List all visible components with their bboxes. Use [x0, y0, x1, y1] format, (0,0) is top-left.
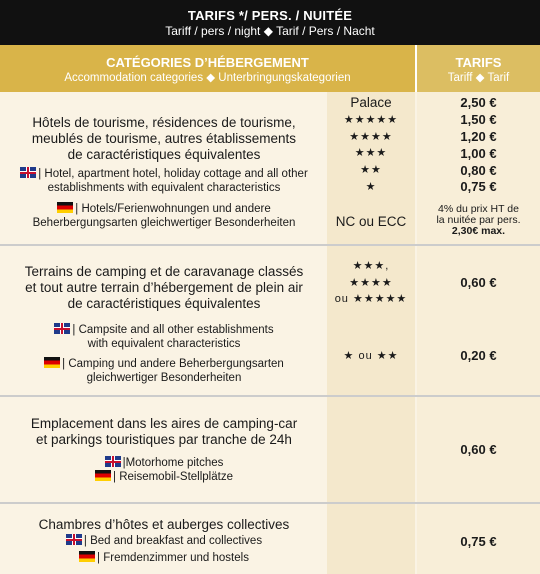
hotels-fr-line: de caractéristiques équivalentes [67, 147, 261, 162]
tarifs-column-header [417, 45, 540, 92]
bnb-fr-line: Chambres d’hôtes et auberges collectives [38, 517, 290, 532]
category-5-stars: ★★★★★ [343, 114, 399, 126]
uk-flag-icon [20, 167, 36, 178]
categories-subtitle: Accommodation categories ◆ Unterbringungskategorien [64, 72, 351, 84]
price-4-stars: 1,20 € [460, 129, 497, 144]
bnb-en-line [8, 534, 320, 548]
motorhome-fr-line: Emplacement dans les aires de camping-car [30, 416, 298, 431]
categories-title: CATÉGORIES D’HÉBERGEMENT [106, 55, 309, 70]
de-flag-icon [44, 357, 60, 368]
camping-category-3-stars: ★★★, [352, 260, 390, 272]
hotels-de-text: | Hotels/Ferienwohnungen und andere [75, 203, 271, 215]
category-2-stars: ★★ [360, 164, 382, 176]
camping-category-5-stars: ou ★★★★★ [334, 293, 408, 305]
camping-de-line [8, 357, 320, 371]
motorhome-price: 0,60 € [460, 442, 497, 457]
price-nc-line: la nuitée par pers. [436, 214, 521, 226]
hotels-en-text: | Hotel, apartment hotel, holiday cottage and all other [38, 168, 308, 180]
camping-category-low: ★ ou ★★ [343, 350, 399, 362]
price-palace: 2,50 € [460, 95, 497, 110]
hotels-fr-line: Hôtels de tourisme, résidences de tourisme, [32, 115, 296, 130]
page-title: TARIFS */ PERS. / NUITÉE [187, 8, 353, 23]
uk-flag-icon [105, 456, 121, 467]
camping-en-text: | Campsite and all other establishments [72, 324, 274, 336]
camping-de-text: | Camping und andere Beherbergungsarten [62, 358, 284, 370]
camping-en-line [8, 323, 320, 337]
camping-category-4-stars: ★★★★ [349, 277, 393, 289]
motorhome-fr-line: et parkings touristiques par tranche de 24h [36, 432, 292, 447]
bnb-price: 0,75 € [460, 534, 497, 549]
motorhome-en-text: |Motorhome pitches [122, 457, 224, 469]
price-3-stars: 1,00 € [460, 146, 497, 161]
camping-en-line: with equivalent characteristics [87, 338, 241, 350]
bnb-category-column [327, 504, 415, 574]
de-flag-icon [57, 202, 73, 213]
hotels-de-line: Beherbergungsarten gleichwertiger Besonderheiten [32, 217, 296, 229]
price-nc-max: 2,30€ max. [451, 225, 506, 237]
hotels-fr-line: meublés de tourisme, autres établissements [31, 131, 297, 146]
tarifs-title: TARIFS [455, 55, 502, 70]
uk-flag-icon [66, 534, 82, 545]
camping-fr-line: et tout autre terrain d’hébergement de plein air [25, 280, 303, 295]
camping-price-column [417, 246, 540, 395]
de-flag-icon [95, 470, 111, 481]
camping-price-high: 0,60 € [460, 275, 497, 290]
camping-price-low: 0,20 € [460, 348, 497, 363]
motorhome-de-line [8, 470, 320, 484]
hotels-de-line [8, 202, 320, 216]
hotels-en-line: establishments with equivalent characteristics [47, 182, 281, 194]
camping-fr-line: Terrains de camping et de caravanage classés [24, 264, 304, 279]
de-flag-icon [79, 551, 95, 562]
uk-flag-icon [54, 323, 70, 334]
motorhome-category-column [327, 397, 415, 502]
camping-fr-line: de caractéristiques équivalentes [67, 296, 261, 311]
camping-de-line: gleichwertiger Besonderheiten [86, 372, 242, 384]
price-2-stars: 0,80 € [460, 163, 497, 178]
category-1-star: ★ [365, 181, 377, 193]
bnb-en-text: | Bed and breakfast and collectives [83, 535, 263, 547]
price-5-stars: 1,50 € [460, 112, 497, 127]
motorhome-en-line [8, 456, 320, 470]
categories-column-header [0, 45, 415, 92]
price-nc-line: 4% du prix HT de [438, 203, 519, 215]
price-1-star: 0,75 € [460, 179, 497, 194]
bnb-de-line [8, 551, 320, 565]
tarifs-subtitle: Tariff ◆ Tarif [447, 72, 510, 84]
motorhome-de-text: | Reisemobil-Stellplätze [113, 471, 233, 483]
page-header [0, 0, 540, 45]
bnb-de-text: | Fremdenzimmer und hostels [97, 552, 249, 564]
category-nc-ecc: NC ou ECC [335, 214, 407, 229]
page-subtitle: Tariff / pers / night ◆ Tarif / Pers / Nacht [165, 24, 375, 38]
category-3-stars: ★★★ [354, 147, 388, 159]
category-palace: Palace [350, 95, 392, 110]
category-4-stars: ★★★★ [349, 131, 393, 143]
hotels-en-line [8, 167, 320, 181]
